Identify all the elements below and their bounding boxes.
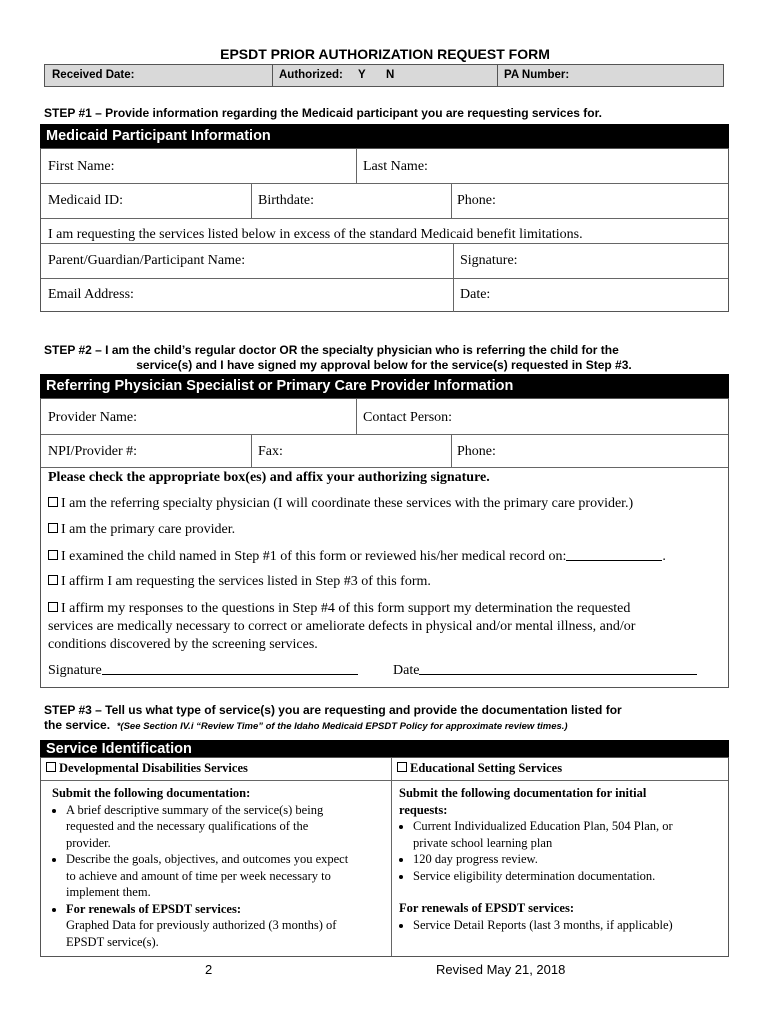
- step3-heading-text: the service.: [44, 718, 111, 732]
- phone-field[interactable]: Phone:: [457, 193, 496, 208]
- dd-services-option[interactable]: [46, 761, 248, 776]
- row-divider: [41, 278, 728, 279]
- col-divider: [251, 183, 252, 218]
- list-item: [413, 818, 724, 851]
- email-field[interactable]: Email Address:: [48, 287, 134, 302]
- provider-phone-field[interactable]: Phone:: [457, 444, 496, 459]
- list-item: [66, 901, 387, 951]
- item-text: EPSDT service(s).: [66, 934, 159, 949]
- physician-info-section: [40, 398, 729, 688]
- fax-field[interactable]: Fax:: [258, 444, 283, 459]
- date-blank[interactable]: [419, 662, 697, 675]
- list-item: • 120 day progress review.: [413, 851, 724, 868]
- item-text: implement them.: [66, 885, 151, 899]
- checkbox-icon[interactable]: [48, 602, 58, 612]
- authorized-no[interactable]: N: [386, 69, 395, 81]
- item-text: to achieve and amount of time per week necessary to: [66, 868, 331, 883]
- form-header-bar: [44, 64, 724, 87]
- option-label: Developmental Disabilities Services: [59, 761, 248, 775]
- edu-renewals-heading: For renewals of EPSDT services:: [399, 901, 574, 915]
- received-date-label: Received Date:: [52, 69, 135, 81]
- medicaid-id-field[interactable]: Medicaid ID:: [48, 193, 124, 208]
- list-item: • Service Detail Reports (last 3 months, if applicable): [413, 917, 724, 934]
- last-name-field[interactable]: Last Name:: [363, 159, 428, 174]
- item-text: Current Individualized Education Plan, 504 Plan, or: [413, 819, 673, 833]
- item-text: A brief descriptive summary of the service(s) being: [66, 802, 324, 817]
- date-label: Date: [393, 663, 420, 678]
- checkbox-icon[interactable]: [46, 762, 56, 772]
- step1-heading: STEP #1 – Provide information regarding the Medicaid participant you are requesting services for.: [44, 106, 602, 120]
- row-divider: [41, 434, 728, 435]
- educational-services-option[interactable]: [397, 761, 562, 776]
- item-text: Describe the goals, objectives, and outcomes you expect: [66, 852, 349, 866]
- item-text: provider.: [66, 835, 111, 850]
- checkbox-icon[interactable]: [397, 762, 407, 772]
- option-label: I am the referring specialty physician (I will coordinate these services with the primary care provider.): [61, 496, 634, 511]
- dd-doc-list: [52, 802, 387, 951]
- option-examined-child[interactable]: I examined the child named in Step #1 of this form or reviewed his/her medical record on: .: [48, 548, 666, 565]
- step3-heading-line1: STEP #3 – Tell us what type of service(s) you are requesting and provide the documentation listed for: [44, 703, 622, 717]
- option-label-line2: services are medically necessary to correct or ameliorate defects in physical and/or mental illness, and/or: [48, 619, 636, 634]
- revised-date: Revised May 21, 2018: [436, 962, 566, 977]
- col-divider: [451, 434, 452, 467]
- birthdate-field[interactable]: Birthdate:: [258, 193, 314, 208]
- divider: [272, 65, 273, 86]
- divider: [497, 65, 498, 86]
- option-affirm-step4[interactable]: [48, 600, 635, 654]
- edu-doc-list: [399, 818, 724, 884]
- col-divider: [356, 149, 357, 183]
- educational-documentation: [399, 785, 724, 933]
- col-divider: [453, 243, 454, 312]
- referring-physician-bar: Referring Physician Specialist or Primary Care Provider Information: [40, 374, 729, 399]
- signature-field[interactable]: Signature:: [460, 253, 518, 268]
- option-primary-care[interactable]: [48, 522, 235, 538]
- item-text: For renewals of EPSDT services:: [66, 901, 241, 916]
- date-field[interactable]: Date:: [460, 287, 491, 302]
- row-divider: [41, 467, 728, 468]
- step2-heading-line1: STEP #2 – I am the child’s regular doctor OR the specialty physician who is referring the child for the: [44, 343, 619, 357]
- medicaid-participant-bar: Medicaid Participant Information: [40, 124, 729, 149]
- row-divider: [41, 243, 728, 244]
- parent-name-field[interactable]: Parent/Guardian/Participant Name:: [48, 253, 246, 268]
- item-text: requested and the necessary qualifications of the: [66, 819, 309, 833]
- first-name-field[interactable]: First Name:: [48, 159, 115, 174]
- step3-heading: [44, 703, 744, 734]
- step2-heading: [44, 343, 744, 373]
- option-label: I am the primary care provider.: [61, 522, 236, 537]
- item-text: private school learning plan: [413, 835, 553, 850]
- authorized-yes[interactable]: Y: [358, 69, 366, 81]
- participant-info-section: [40, 148, 729, 312]
- service-identification-bar: Service Identification: [40, 740, 729, 758]
- list-item: [66, 851, 387, 901]
- service-section: [40, 757, 729, 957]
- signature-label: Signature: [48, 663, 102, 678]
- col-divider: [356, 399, 357, 434]
- col-divider: [451, 183, 452, 218]
- item-text: Submit the following documentation for initial: [399, 786, 647, 800]
- step2-heading-line2: service(s) and I have signed my approval below for the service(s) requested in Step #3.: [136, 358, 632, 372]
- check-instruction: Please check the appropriate box(es) and affix your authorizing signature.: [48, 470, 490, 485]
- benefit-statement: I am requesting the services listed below in excess of the standard Medicaid benefit limitations.: [48, 227, 583, 242]
- option-label: I affirm my responses to the questions in Step #4 of this form support my determination the requested: [61, 601, 631, 616]
- option-specialty-physician[interactable]: [48, 496, 633, 512]
- form-title: EPSDT PRIOR AUTHORIZATION REQUEST FORM: [220, 46, 550, 62]
- review-time-note: *(See Section IV.i “Review Time” of the Idaho Medicaid EPSDT Policy for approximate review times.): [116, 721, 568, 732]
- checkbox-icon[interactable]: [48, 550, 58, 560]
- checkbox-icon[interactable]: [48, 575, 58, 585]
- checkbox-icon[interactable]: [48, 523, 58, 533]
- list-item: [66, 802, 387, 852]
- provider-name-field[interactable]: Provider Name:: [48, 410, 138, 425]
- row-divider: [41, 218, 728, 219]
- exam-date-blank[interactable]: [566, 548, 662, 561]
- contact-person-field[interactable]: Contact Person:: [363, 410, 453, 425]
- page-number: 2: [205, 962, 213, 977]
- item-text: Graphed Data for previously authorized (3 months) of: [66, 918, 337, 932]
- physician-signature-line[interactable]: [48, 662, 358, 679]
- pa-number-label: PA Number:: [504, 69, 570, 81]
- edu-submit-heading: [399, 785, 724, 818]
- option-label: Educational Setting Services: [410, 761, 563, 775]
- list-item: • Service eligibility determination documentation.: [413, 868, 724, 885]
- option-label: I affirm I am requesting the services listed in Step #3 of this form.: [61, 574, 431, 589]
- option-label-line3: conditions discovered by the screening services.: [48, 637, 318, 652]
- edu-renewal-list: [399, 917, 724, 934]
- physician-date-line[interactable]: [393, 662, 697, 679]
- option-label: I examined the child named in Step #1 of this form or reviewed his/her medical record on:: [61, 549, 567, 564]
- row-divider: [41, 183, 728, 184]
- dd-documentation: [52, 785, 387, 950]
- col-divider: [391, 758, 392, 956]
- step3-heading-line2: [44, 718, 744, 734]
- col-divider: [251, 434, 252, 467]
- checkbox-icon[interactable]: [48, 497, 58, 507]
- item-text: requests:: [399, 802, 448, 817]
- dd-submit-heading: Submit the following documentation:: [52, 786, 251, 800]
- row-divider: [41, 780, 728, 781]
- option-affirm-step3[interactable]: [48, 574, 431, 590]
- signature-blank[interactable]: [102, 662, 358, 675]
- npi-field[interactable]: NPI/Provider #:: [48, 444, 138, 459]
- authorized-label: Authorized:: [279, 69, 343, 81]
